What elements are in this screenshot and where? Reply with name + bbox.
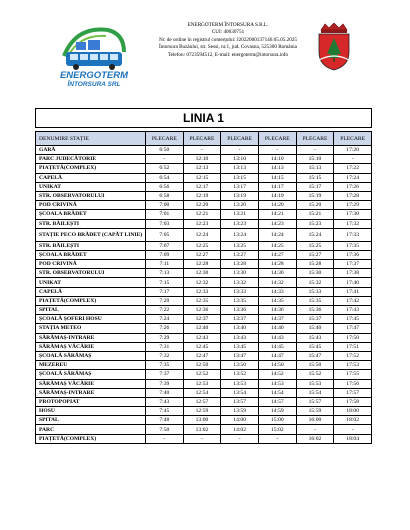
departure-time-cell: 16:00 bbox=[296, 416, 334, 425]
departure-time-cell: 13:15 bbox=[221, 173, 259, 182]
header-departure: PLECARE bbox=[183, 132, 221, 146]
departure-time-cell: 13:43 bbox=[221, 333, 259, 342]
departure-time-cell: 14:50 bbox=[258, 361, 296, 370]
departure-time-cell: 12:15 bbox=[183, 173, 221, 182]
departure-time-cell: 15:20 bbox=[296, 201, 334, 210]
departure-time-cell: 17:55 bbox=[334, 370, 372, 379]
departure-time-cell: 7:20 bbox=[146, 296, 184, 305]
departure-time-cell: 17:22 bbox=[334, 164, 372, 173]
timetable-row bbox=[36, 228, 372, 241]
departure-time-cell: 6:56 bbox=[146, 182, 184, 191]
departure-time-cell: 16:02 bbox=[296, 434, 334, 443]
timetable-row bbox=[36, 306, 372, 315]
departure-time-cell: 13:02 bbox=[183, 425, 221, 434]
departure-time-cell: 7:05 bbox=[146, 228, 184, 241]
stop-name-cell: POD CRIVINĂ bbox=[36, 201, 146, 210]
stop-name-cell: ȘCOALĂ SĂRĂMAȘ bbox=[36, 351, 146, 360]
timetable-row bbox=[36, 191, 372, 200]
departure-time-cell: 12:20 bbox=[183, 201, 221, 210]
departure-time-cell: 13:28 bbox=[221, 260, 259, 269]
departure-time-cell: 15:32 bbox=[296, 278, 334, 287]
stop-name-cell: STR. BĂILEȘTI bbox=[36, 219, 146, 228]
departure-time-cell: 15:57 bbox=[296, 397, 334, 406]
departure-time-cell: 12:52 bbox=[183, 370, 221, 379]
departure-time-cell: 14:47 bbox=[258, 351, 296, 360]
departure-time-cell: 12:36 bbox=[183, 306, 221, 315]
departure-time-cell: 12:40 bbox=[183, 324, 221, 333]
stop-name-cell: SĂRĂMAȘ-INTRARE bbox=[36, 333, 146, 342]
company-address: Întorsura Buzăului, str. Sessi, nr.1, jud. Covasna, 525300 România bbox=[159, 44, 297, 51]
departure-time-cell: 7:26 bbox=[146, 324, 184, 333]
departure-time-cell: 12:32 bbox=[183, 278, 221, 287]
header-departure: PLECARE bbox=[146, 132, 184, 146]
departure-time-cell: 13:35 bbox=[221, 296, 259, 305]
departure-time-cell: 15:40 bbox=[296, 324, 334, 333]
stop-name-cell: SPITAL bbox=[36, 306, 146, 315]
timetable-row bbox=[36, 315, 372, 324]
departure-time-cell: 13:13 bbox=[221, 164, 259, 173]
stop-name-cell: SPITAL bbox=[36, 416, 146, 425]
departure-time-cell: 14:30 bbox=[258, 269, 296, 278]
timetable-row bbox=[36, 260, 372, 269]
departure-time-cell: 12:24 bbox=[183, 228, 221, 241]
departure-time-cell: 15:17 bbox=[296, 182, 334, 191]
departure-time-cell: 13:17 bbox=[221, 182, 259, 191]
stop-name-cell: GARĂ bbox=[36, 146, 146, 155]
company-info bbox=[142, 22, 314, 59]
departure-time-cell: 12:27 bbox=[183, 250, 221, 259]
departure-time-cell: 17:38 bbox=[334, 269, 372, 278]
stop-name-cell: UNIKAT bbox=[36, 182, 146, 191]
departure-time-cell: - bbox=[334, 425, 372, 434]
departure-time-cell: 17:24 bbox=[334, 173, 372, 182]
departure-time-cell: 15:43 bbox=[296, 333, 334, 342]
departure-time-cell: 12:45 bbox=[183, 342, 221, 351]
departure-time-cell: 15:50 bbox=[296, 361, 334, 370]
timetable-row bbox=[36, 250, 372, 259]
departure-time-cell: 12:28 bbox=[183, 260, 221, 269]
timetable-row bbox=[36, 434, 372, 443]
departure-time-cell: 15:24 bbox=[296, 228, 334, 241]
departure-time-cell: 6:58 bbox=[146, 191, 184, 200]
header-departure: PLECARE bbox=[221, 132, 259, 146]
departure-time-cell: 6:52 bbox=[146, 164, 184, 173]
departure-time-cell: 12:13 bbox=[183, 164, 221, 173]
departure-time-cell: 17:33 bbox=[334, 228, 372, 241]
departure-time-cell: 7:09 bbox=[146, 250, 184, 259]
timetable-row bbox=[36, 342, 372, 351]
departure-time-cell: 7:37 bbox=[146, 370, 184, 379]
departure-time-cell: 14:10 bbox=[258, 155, 296, 164]
header-departure: PLECARE bbox=[296, 132, 334, 146]
departure-time-cell: 15:59 bbox=[296, 407, 334, 416]
stop-name-cell: MEZEREU bbox=[36, 361, 146, 370]
departure-time-cell: 7:15 bbox=[146, 278, 184, 287]
timetable-row bbox=[36, 219, 372, 228]
departure-time-cell: 15:54 bbox=[296, 388, 334, 397]
timetable-row bbox=[36, 182, 372, 191]
departure-time-cell: 12:59 bbox=[183, 407, 221, 416]
timetable-header-row bbox=[36, 132, 372, 146]
departure-time-cell: 7:40 bbox=[146, 388, 184, 397]
departure-time-cell: 7:22 bbox=[146, 306, 184, 315]
energoterm-logo bbox=[58, 22, 130, 88]
stop-name-cell: STAȚIE PECO BRĂDET (CAPĂT LINIE) bbox=[36, 228, 146, 241]
departure-time-cell: 12:33 bbox=[183, 287, 221, 296]
company-contact: Telefon: 0723594512, E-mail: energoterm@intorsura.info bbox=[167, 51, 289, 58]
letterhead bbox=[0, 0, 410, 96]
departure-time-cell: - bbox=[146, 434, 184, 443]
company-registry: Nr. de ordine în registrul comerțului: J2022000137146.05.05.2025 bbox=[158, 36, 298, 43]
town-crest-icon bbox=[313, 22, 355, 72]
departure-time-cell: 7:03 bbox=[146, 219, 184, 228]
stop-name-cell: STAȚIA METEO bbox=[36, 324, 146, 333]
stop-name-cell: POD CRIVINĂ bbox=[36, 260, 146, 269]
departure-time-cell: 6:54 bbox=[146, 173, 184, 182]
departure-time-cell: - bbox=[221, 434, 259, 443]
departure-time-cell: 17:40 bbox=[334, 278, 372, 287]
timetable-row bbox=[36, 241, 372, 250]
departure-time-cell: 13:45 bbox=[221, 342, 259, 351]
departure-time-cell: 12:30 bbox=[183, 269, 221, 278]
departure-time-cell: 17:47 bbox=[334, 324, 372, 333]
stop-name-cell: HOSU bbox=[36, 407, 146, 416]
svg-text:ÎNTORSURA SRL: ÎNTORSURA SRL bbox=[67, 81, 121, 88]
departure-time-cell: 7:13 bbox=[146, 269, 184, 278]
stop-name-cell: ȘCOALA BRĂDET bbox=[36, 210, 146, 219]
stop-name-cell: PIAȚETĂ(COMPLEX) bbox=[36, 296, 146, 305]
departure-time-cell: 12:47 bbox=[183, 351, 221, 360]
departure-time-cell: 14:17 bbox=[258, 182, 296, 191]
departure-time-cell: 13:19 bbox=[221, 191, 259, 200]
departure-time-cell: 13:24 bbox=[221, 228, 259, 241]
departure-time-cell: 17:43 bbox=[334, 306, 372, 315]
departure-time-cell: 12:37 bbox=[183, 315, 221, 324]
departure-time-cell: - bbox=[221, 146, 259, 155]
departure-time-cell: - bbox=[183, 434, 221, 443]
departure-time-cell: 7:01 bbox=[146, 210, 184, 219]
departure-time-cell: 13:47 bbox=[221, 351, 259, 360]
stop-name-cell: ȘCOALA BRĂDET bbox=[36, 250, 146, 259]
departure-time-cell: 12:19 bbox=[183, 191, 221, 200]
timetable-row bbox=[36, 146, 372, 155]
timetable-row bbox=[36, 425, 372, 434]
departure-time-cell: 15:33 bbox=[296, 287, 334, 296]
departure-time-cell: 15:52 bbox=[296, 370, 334, 379]
departure-time-cell: 12:53 bbox=[183, 379, 221, 388]
stop-name-cell: UNIKAT bbox=[36, 278, 146, 287]
departure-time-cell: 12:21 bbox=[183, 210, 221, 219]
departure-time-cell: 15:19 bbox=[296, 191, 334, 200]
departure-time-cell: 17:41 bbox=[334, 287, 372, 296]
departure-time-cell: 7:07 bbox=[146, 241, 184, 250]
departure-time-cell: 17:53 bbox=[334, 361, 372, 370]
departure-time-cell: 13:52 bbox=[221, 370, 259, 379]
departure-time-cell: 15:25 bbox=[296, 241, 334, 250]
departure-time-cell: 14:40 bbox=[258, 324, 296, 333]
departure-time-cell: 13:59 bbox=[221, 407, 259, 416]
departure-time-cell: 17:35 bbox=[334, 241, 372, 250]
departure-time-cell: 15:37 bbox=[296, 315, 334, 324]
stop-name-cell: PARC JUDECĂTORIE bbox=[36, 155, 146, 164]
departure-time-cell: 12:23 bbox=[183, 219, 221, 228]
departure-time-cell: 15:21 bbox=[296, 210, 334, 219]
stop-name-cell: PROTOPOPIAT bbox=[36, 397, 146, 406]
departure-time-cell: 17:36 bbox=[334, 250, 372, 259]
departure-time-cell: 14:25 bbox=[258, 241, 296, 250]
departure-time-cell: 7:17 bbox=[146, 287, 184, 296]
departure-time-cell: 13:00 bbox=[183, 416, 221, 425]
departure-time-cell: 15:00 bbox=[258, 416, 296, 425]
departure-time-cell: 15:28 bbox=[296, 260, 334, 269]
departure-time-cell: 14:53 bbox=[258, 379, 296, 388]
departure-time-cell: 15:13 bbox=[296, 164, 334, 173]
departure-time-cell: 17:29 bbox=[334, 201, 372, 210]
departure-time-cell: 17:52 bbox=[334, 351, 372, 360]
header-departure: PLECARE bbox=[334, 132, 372, 146]
departure-time-cell: 17:37 bbox=[334, 260, 372, 269]
departure-time-cell: 7:35 bbox=[146, 361, 184, 370]
departure-time-cell: 15:15 bbox=[296, 173, 334, 182]
timetable-row bbox=[36, 388, 372, 397]
departure-time-cell: 13:21 bbox=[221, 210, 259, 219]
departure-time-cell: 7:43 bbox=[146, 397, 184, 406]
departure-time-cell: 14:21 bbox=[258, 210, 296, 219]
timetable-row bbox=[36, 164, 372, 173]
departure-time-cell: 7:11 bbox=[146, 260, 184, 269]
departure-time-cell: 17:57 bbox=[334, 388, 372, 397]
departure-time-cell: 17:50 bbox=[334, 333, 372, 342]
svg-text:ENERGOTERM: ENERGOTERM bbox=[59, 70, 129, 81]
departure-time-cell: 7:45 bbox=[146, 407, 184, 416]
departure-time-cell: 7:29 bbox=[146, 333, 184, 342]
departure-time-cell: 12:43 bbox=[183, 333, 221, 342]
departure-time-cell: 14:20 bbox=[258, 201, 296, 210]
departure-time-cell: 7:39 bbox=[146, 379, 184, 388]
departure-time-cell: 14:45 bbox=[258, 342, 296, 351]
departure-time-cell: 14:19 bbox=[258, 191, 296, 200]
departure-time-cell: 7:48 bbox=[146, 416, 184, 425]
departure-time-cell: 6:50 bbox=[146, 146, 184, 155]
departure-time-cell: 13:23 bbox=[221, 219, 259, 228]
timetable-row bbox=[36, 351, 372, 360]
departure-time-cell: - bbox=[334, 155, 372, 164]
stop-name-cell: PARC bbox=[36, 425, 146, 434]
departure-time-cell: 7:24 bbox=[146, 315, 184, 324]
departure-time-cell: 14:13 bbox=[258, 164, 296, 173]
departure-time-cell: 12:17 bbox=[183, 182, 221, 191]
stop-name-cell: CAPELĂ bbox=[36, 287, 146, 296]
departure-time-cell: 17:56 bbox=[334, 379, 372, 388]
departure-time-cell: 13:53 bbox=[221, 379, 259, 388]
departure-time-cell: 17:42 bbox=[334, 296, 372, 305]
departure-time-cell: 17:58 bbox=[334, 397, 372, 406]
departure-time-cell: 15:10 bbox=[296, 155, 334, 164]
timetable-row bbox=[36, 278, 372, 287]
timetable-row bbox=[36, 333, 372, 342]
timetable-row bbox=[36, 361, 372, 370]
timetable-row bbox=[36, 324, 372, 333]
header-departure: PLECARE bbox=[258, 132, 296, 146]
departure-time-cell: 7:31 bbox=[146, 342, 184, 351]
timetable-row bbox=[36, 287, 372, 296]
line-title: LINIA 1 bbox=[35, 108, 372, 128]
departure-time-cell: - bbox=[296, 425, 334, 434]
stop-name-cell: STR. BĂILEȘTI bbox=[36, 241, 146, 250]
departure-time-cell: 14:00 bbox=[221, 416, 259, 425]
departure-time-cell: 15:30 bbox=[296, 269, 334, 278]
departure-time-cell: 12:50 bbox=[183, 361, 221, 370]
departure-time-cell: 13:10 bbox=[221, 155, 259, 164]
stop-name-cell: PIAȚETĂ(COMPLEX) bbox=[36, 434, 146, 443]
stop-name-cell: SĂRĂMAȘ VĂCĂRIE bbox=[36, 342, 146, 351]
stop-name-cell: STR. OBSERVATORULUI bbox=[36, 269, 146, 278]
departure-time-cell: 15:02 bbox=[258, 425, 296, 434]
timetable-row bbox=[36, 370, 372, 379]
header-stop-name: DENUMIRE STAȚIE bbox=[36, 132, 146, 146]
departure-time-cell: 15:36 bbox=[296, 306, 334, 315]
departure-time-cell: 12:35 bbox=[183, 296, 221, 305]
departure-time-cell: 14:33 bbox=[258, 287, 296, 296]
departure-time-cell: 14:24 bbox=[258, 228, 296, 241]
departure-time-cell: 12:10 bbox=[183, 155, 221, 164]
stop-name-cell: SĂRĂMAȘ VĂCĂRIE bbox=[36, 379, 146, 388]
departure-time-cell: 14:15 bbox=[258, 173, 296, 182]
departure-time-cell: 12:57 bbox=[183, 397, 221, 406]
departure-time-cell: 14:52 bbox=[258, 370, 296, 379]
departure-time-cell: 13:25 bbox=[221, 241, 259, 250]
timetable-row bbox=[36, 397, 372, 406]
departure-time-cell: 15:47 bbox=[296, 351, 334, 360]
departure-time-cell: 13:37 bbox=[221, 315, 259, 324]
departure-time-cell: 14:28 bbox=[258, 260, 296, 269]
departure-time-cell: 13:54 bbox=[221, 388, 259, 397]
departure-time-cell: 13:33 bbox=[221, 287, 259, 296]
departure-time-cell: 13:57 bbox=[221, 397, 259, 406]
timetable-row bbox=[36, 416, 372, 425]
departure-time-cell: 13:20 bbox=[221, 201, 259, 210]
company-cui: CUI: 40030751 bbox=[211, 29, 245, 36]
departure-time-cell: 13:50 bbox=[221, 361, 259, 370]
stop-name-cell: CAPELĂ bbox=[36, 173, 146, 182]
departure-time-cell: 13:27 bbox=[221, 250, 259, 259]
departure-time-cell: 17:45 bbox=[334, 315, 372, 324]
company-name: ENERGOTERM ÎNTORSURA S.R.L. bbox=[187, 22, 269, 28]
departure-time-cell: 14:54 bbox=[258, 388, 296, 397]
stop-name-cell: ȘCOALĂ SĂRĂMAȘ bbox=[36, 370, 146, 379]
departure-time-cell: 15:35 bbox=[296, 296, 334, 305]
departure-time-cell: 13:30 bbox=[221, 269, 259, 278]
stop-name-cell: PIAȚETĂ(COMPLEX) bbox=[36, 164, 146, 173]
departure-time-cell: 14:57 bbox=[258, 397, 296, 406]
departure-time-cell: 18:00 bbox=[334, 407, 372, 416]
stop-name-cell: SĂRĂMAȘ-INTRARE bbox=[36, 388, 146, 397]
departure-time-cell: 17:28 bbox=[334, 191, 372, 200]
departure-time-cell: 18:04 bbox=[334, 434, 372, 443]
departure-time-cell: 17:26 bbox=[334, 182, 372, 191]
departure-time-cell: - bbox=[146, 155, 184, 164]
departure-time-cell: 14:02 bbox=[221, 425, 259, 434]
timetable-row bbox=[36, 210, 372, 219]
timetable bbox=[35, 131, 372, 444]
departure-time-cell: 15:27 bbox=[296, 250, 334, 259]
departure-time-cell: 14:32 bbox=[258, 278, 296, 287]
timetable-row bbox=[36, 296, 372, 305]
departure-time-cell: - bbox=[296, 146, 334, 155]
stop-name-cell: STR. OBSERVATORULUI bbox=[36, 191, 146, 200]
departure-time-cell: 17:30 bbox=[334, 210, 372, 219]
departure-time-cell: 7:00 bbox=[146, 201, 184, 210]
timetable-row bbox=[36, 379, 372, 388]
departure-time-cell: 14:27 bbox=[258, 250, 296, 259]
departure-time-cell: 14:23 bbox=[258, 219, 296, 228]
departure-time-cell: 12:25 bbox=[183, 241, 221, 250]
departure-time-cell: - bbox=[258, 146, 296, 155]
stop-name-cell: ȘCOALĂ ȘOFERI HOSU bbox=[36, 315, 146, 324]
timetable-row bbox=[36, 269, 372, 278]
departure-time-cell: 14:35 bbox=[258, 296, 296, 305]
timetable-row bbox=[36, 173, 372, 182]
departure-time-cell: 17:51 bbox=[334, 342, 372, 351]
departure-time-cell: 14:37 bbox=[258, 315, 296, 324]
departure-time-cell: 13:40 bbox=[221, 324, 259, 333]
departure-time-cell: 13:36 bbox=[221, 306, 259, 315]
departure-time-cell: 15:53 bbox=[296, 379, 334, 388]
departure-time-cell: 12:54 bbox=[183, 388, 221, 397]
departure-time-cell: 14:59 bbox=[258, 407, 296, 416]
timetable-row bbox=[36, 407, 372, 416]
departure-time-cell: 7:32 bbox=[146, 351, 184, 360]
timetable-row bbox=[36, 201, 372, 210]
departure-time-cell: 14:43 bbox=[258, 333, 296, 342]
departure-time-cell: 14:36 bbox=[258, 306, 296, 315]
departure-time-cell: - bbox=[258, 434, 296, 443]
departure-time-cell: 7:50 bbox=[146, 425, 184, 434]
departure-time-cell: 15:23 bbox=[296, 219, 334, 228]
departure-time-cell: - bbox=[183, 146, 221, 155]
departure-time-cell: 15:45 bbox=[296, 342, 334, 351]
departure-time-cell: 17:20 bbox=[334, 146, 372, 155]
departure-time-cell: 18:02 bbox=[334, 416, 372, 425]
departure-time-cell: 13:32 bbox=[221, 278, 259, 287]
timetable-row bbox=[36, 155, 372, 164]
departure-time-cell: 17:32 bbox=[334, 219, 372, 228]
